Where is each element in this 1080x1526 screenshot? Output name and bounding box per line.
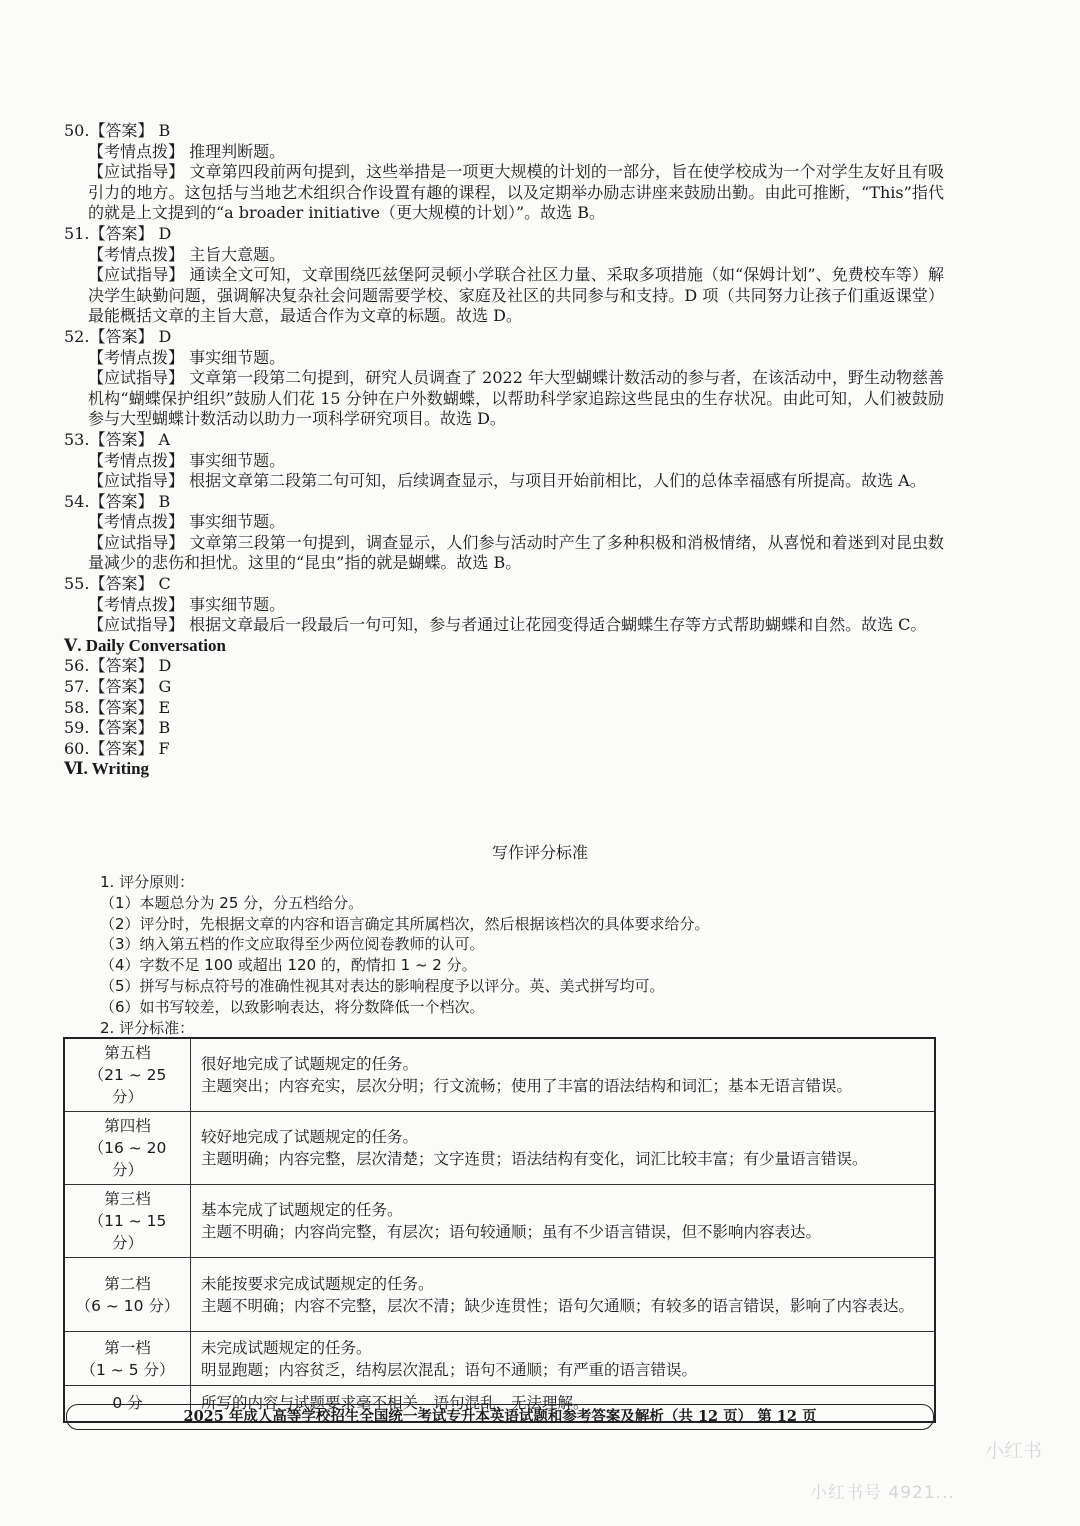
dialog-answer: 56.【答案】 D (64, 656, 172, 676)
answer-item (64, 121, 944, 224)
criteria-line: 1. 评分原则： (100, 873, 195, 891)
grade-desc-cell: 所写的内容与试题要求毫不相关，语句混乱，无法理解。 (191, 1386, 936, 1422)
page-footer: 2025 年成人高等学校招生全国统一考试专升本英语试题和参考答案及解析（共 12 页） 第 12 页 (66, 1404, 934, 1430)
answer-label: 【答案】 B (89, 121, 171, 140)
grading-table (63, 1037, 936, 1423)
criteria-line: （2）评分时，先根据文章的内容和语言确定其所属档次，然后根据该档次的具体要求给分。 (100, 914, 710, 933)
table-row (64, 1112, 935, 1185)
kaoqing-line: 【考情点拨】 事实细节题。 (88, 512, 286, 532)
question-number: 51. (64, 223, 90, 243)
guide-text: 【应试指导】 通读全文可知，文章围绕匹兹堡阿灵顿小学联合社区力量、采取多项措施（如“保姆计划”、免费校车等）解决学生缺勤问题，强调解决复杂社会问题需要学校、家庭及社区的共同参与和支持。D 项（共同努力让孩子们重返课堂）最能概括文章的主旨大意，最适合作为文章的标题。故选 D。 (88, 265, 944, 326)
question-number: 54. (64, 491, 90, 511)
grade-level-cell: 第四档 （16 ~ 20 分） (64, 1112, 191, 1185)
grade-level-cell: 第二档 （6 ~ 10 分） (64, 1258, 191, 1332)
guide-text: 【应试指导】 文章第三段第一句提到，调查显示，人们参与活动时产生了多种积极和消极情绪，从喜悦和着迷到对昆虫数量减少的悲伤和担忧。这里的“昆虫”指的就是蝴蝶。故选 B。 (88, 532, 944, 573)
grade-desc-cell: 较好地完成了试题规定的任务。 主题明确；内容完整，层次清楚；文字连贯；语法结构有变化，词汇比较丰富；有少量语言错误。 (191, 1112, 936, 1185)
answer-label: 【答案】 D (89, 326, 172, 346)
table-row (64, 1038, 935, 1112)
dialog-answer: 60.【答案】 F (64, 738, 170, 758)
criteria-line: 2. 评分标准： (100, 1018, 195, 1037)
dialog-answer: 59.【答案】 B (64, 718, 171, 738)
criteria-line: （5）拼写与标点符号的准确性视其对表达的影响程度予以评分。英、美式拼写均可。 (100, 976, 665, 995)
criteria-line: （4）字数不足 100 或超出 120 的，酌情扣 1 ~ 2 分。 (100, 956, 477, 975)
answer-label: 【答案】 C (89, 574, 171, 594)
criteria-line: （3）纳入第五档的作文应取得至少两位阅卷教师的认可。 (100, 935, 485, 954)
answer-block (64, 121, 944, 780)
grade-level-cell: 第一档 （1 ~ 5 分） (64, 1332, 191, 1386)
guide-text: 【应试指导】 根据文章第二段第二句可知，后续调查显示，与项目开始前相比，人们的总体幸福感有所提高。故选 A。 (88, 471, 926, 491)
grade-level-cell: 第三档 （11 ~ 15 分） (64, 1185, 191, 1258)
guide-text: 【应试指导】 文章第一段第二句提到，研究人员调查了 2022 年大型蝴蝶计数活动的参与者，在该活动中，野生动物慈善机构“蝴蝶保护组织”鼓励人们花 15 分钟在户外数蝴蝶，以帮助科学家追踪这些昆虫的生存状况。由此可知，人们被鼓励参与大型蝴蝶计数活动以助力一项科学研究项目。故选 D。 (88, 368, 944, 429)
answer-item (64, 430, 944, 492)
question-number: 52. (64, 326, 90, 346)
kaoqing-line: 【考情点拨】 事实细节题。 (88, 347, 286, 367)
dialog-answer: 58.【答案】 E (64, 697, 171, 717)
table-row (64, 1185, 935, 1258)
kaoqing-line: 【考情点拨】 事实细节题。 (88, 594, 286, 614)
grade-desc-cell: 未完成试题规定的任务。 明显跑题；内容贫乏，结构层次混乱；语句不通顺；有严重的语言错误。 (191, 1332, 936, 1386)
watermark-id: 小红书号 4921... (810, 1483, 955, 1503)
writing-title: 写作评分标准 (491, 843, 588, 862)
answer-label: 【答案】 D (89, 223, 172, 243)
guide-text: 【应试指导】 文章第四段前两句提到，这些举措是一项更大规模的计划的一部分，旨在使学校成为一个对学生友好且有吸引力的地方。这包括与当地艺术组织合作设置有趣的课程，以及定期举办励志讲座来鼓励出勤。由此可推断，“This”指代的就是上文提到的“a broader initiative（更大规模的计划）”。故选 B。 (88, 162, 944, 223)
answer-item (64, 327, 944, 430)
grade-level-cell: 第五档 （21 ~ 25 分） (64, 1038, 191, 1112)
criteria-line: （1）本题总分为 25 分，分五档给分。 (100, 893, 364, 912)
answer-item (64, 492, 944, 574)
table-row (64, 1258, 935, 1332)
section-heading-writing: Ⅵ. Writing (64, 759, 150, 779)
question-number: 53. (64, 429, 90, 449)
table-row (64, 1332, 935, 1386)
answer-item (64, 224, 944, 327)
kaoqing-line: 【考情点拨】 推理判断题。 (88, 141, 286, 161)
grade-desc-cell: 未能按要求完成试题规定的任务。 主题不明确；内容不完整，层次不清；缺少连贯性；语句欠通顺；有较多的语言错误，影响了内容表达。 (191, 1258, 936, 1332)
answer-item (64, 574, 944, 636)
answer-label: 【答案】 A (89, 429, 171, 449)
watermark-logo: 小红书 (985, 1440, 1043, 1462)
guide-text: 【应试指导】 根据文章最后一段最后一句可知，参与者通过让花园变得适合蝴蝶生存等方式帮助蝴蝶和自然。故选 C。 (88, 615, 927, 635)
question-number: 50. (64, 121, 90, 140)
section-heading-daily-conversation: Ⅴ. Daily Conversation (64, 635, 226, 655)
kaoqing-line: 【考情点拨】 主旨大意题。 (88, 244, 286, 264)
kaoqing-line: 【考情点拨】 事实细节题。 (88, 450, 286, 470)
grade-desc-cell: 基本完成了试题规定的任务。 主题不明确；内容尚完整，有层次；语句较通顺；虽有不少语言错误，但不影响内容表达。 (191, 1185, 936, 1258)
scoring-principles (100, 872, 900, 1038)
dialog-answer: 57.【答案】 G (64, 677, 172, 697)
grade-desc-cell: 很好地完成了试题规定的任务。 主题突出；内容充实，层次分明；行文流畅；使用了丰富的语法结构和词汇；基本无语言错误。 (191, 1038, 936, 1112)
criteria-line: （6）如书写较差，以致影响表达，将分数降低一个档次。 (100, 997, 485, 1016)
grade-level-cell: 0 分 (64, 1386, 191, 1422)
question-number: 55. (64, 574, 90, 594)
answer-label: 【答案】 B (89, 491, 171, 511)
